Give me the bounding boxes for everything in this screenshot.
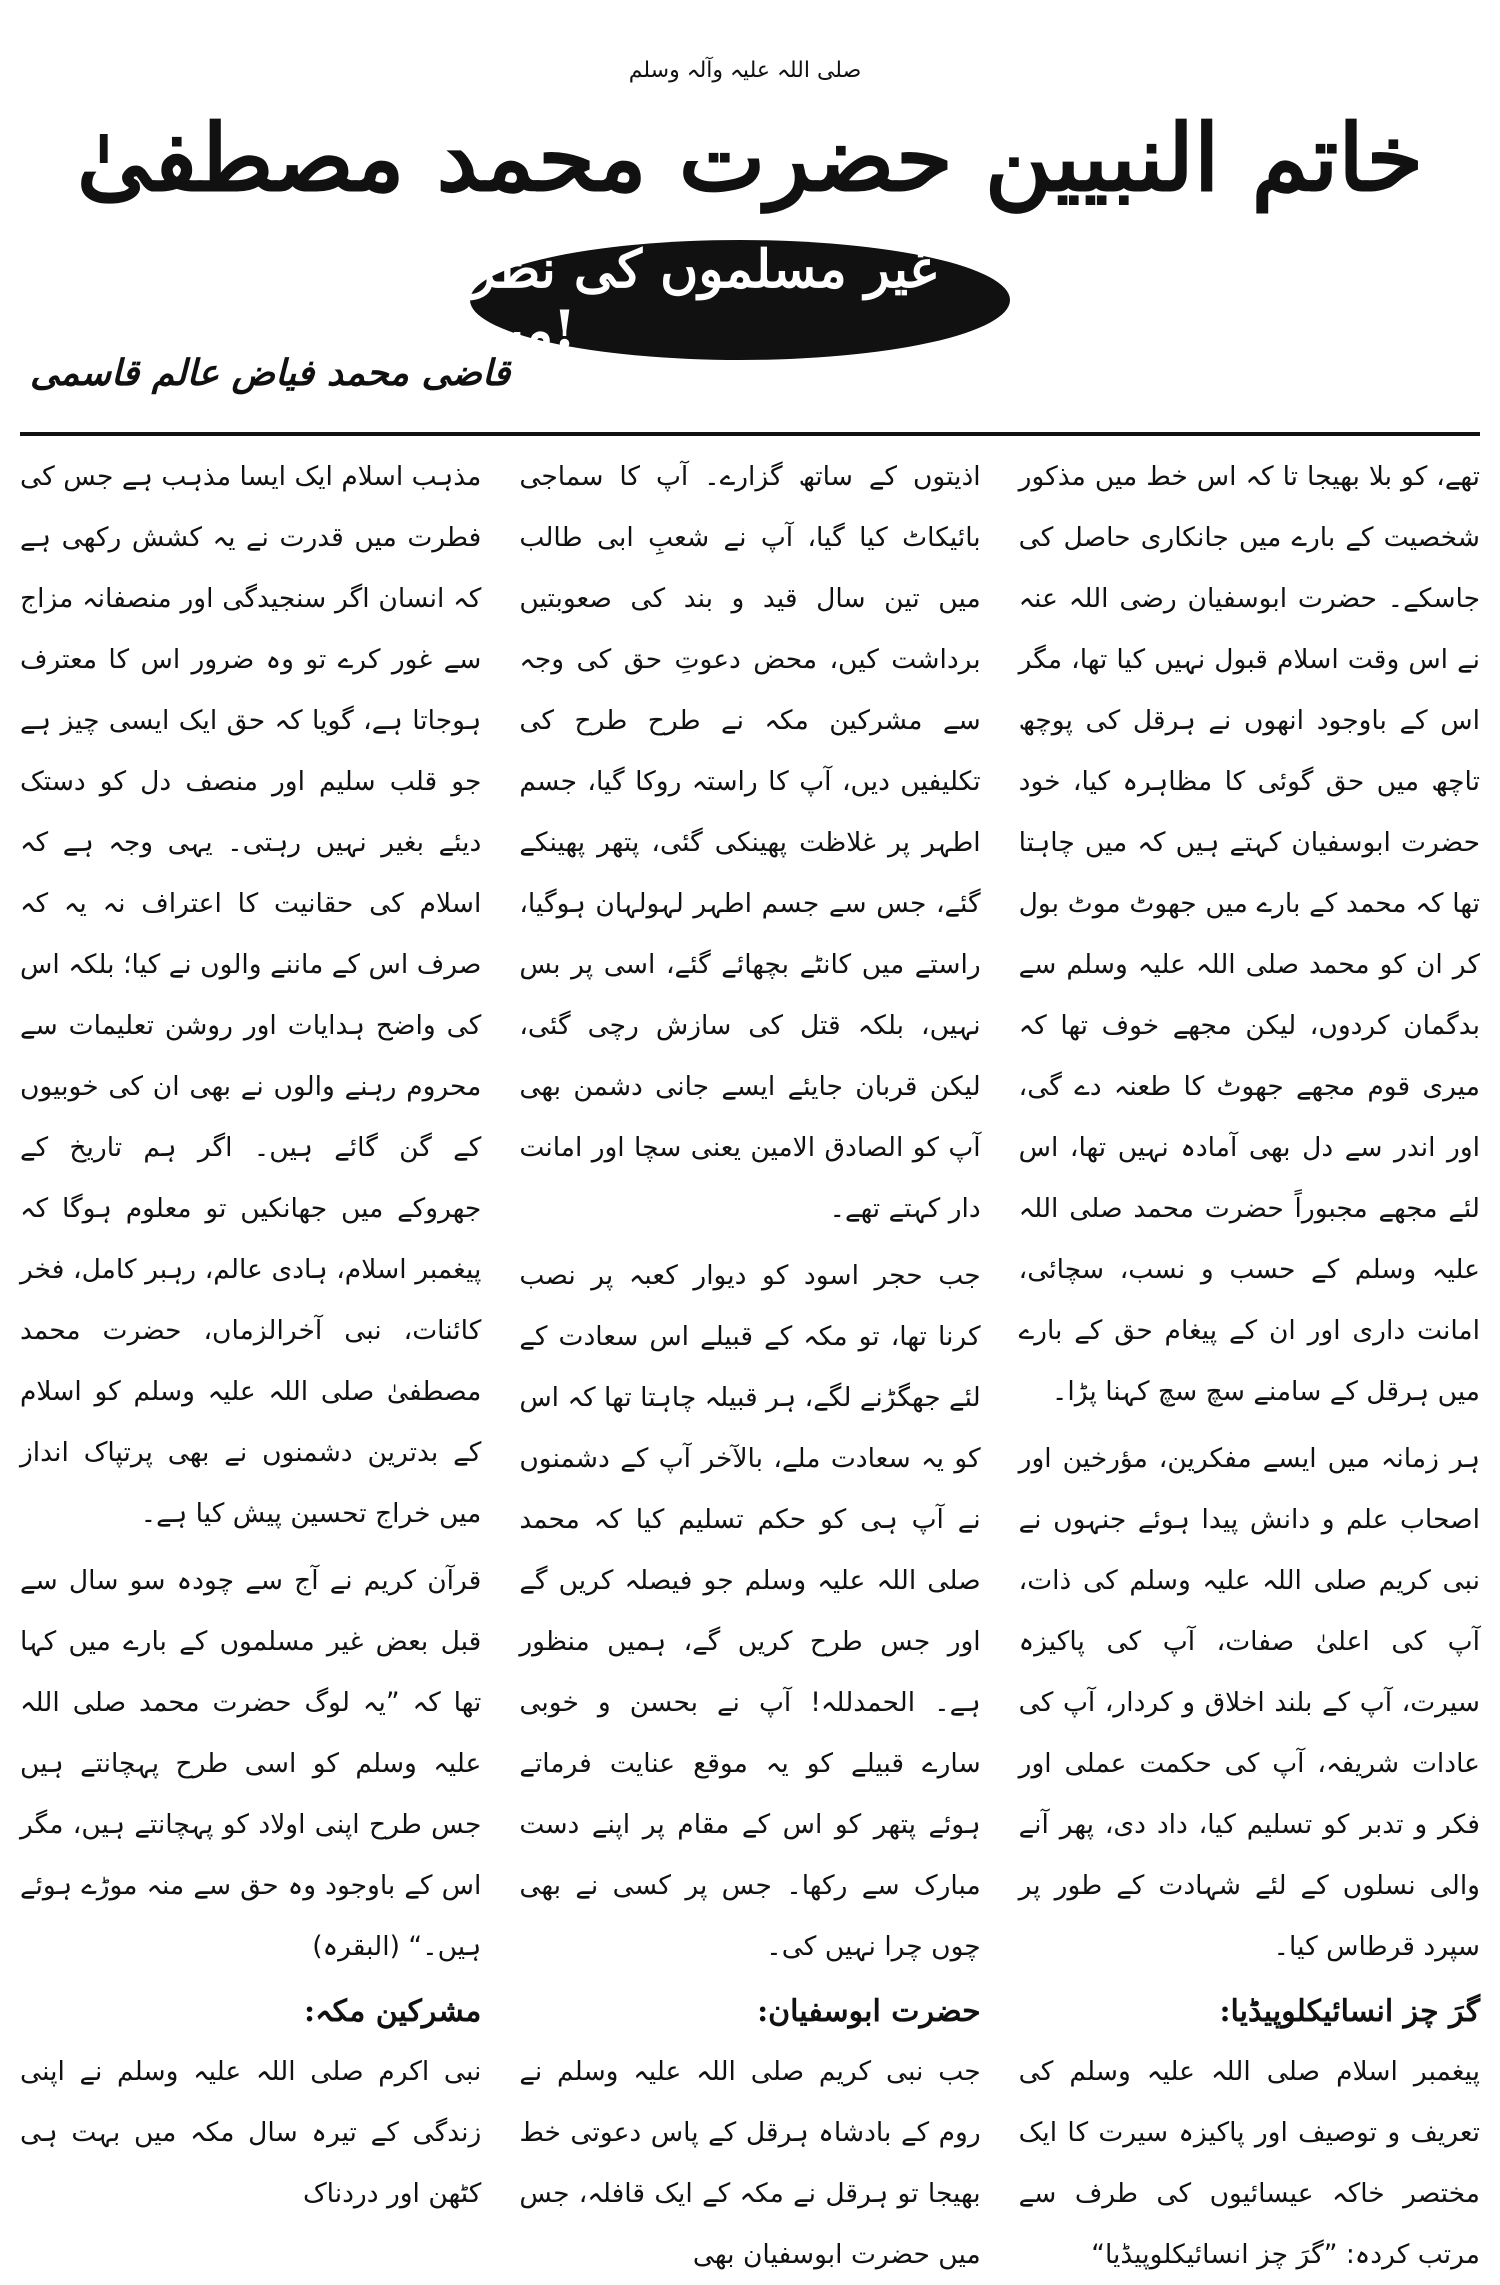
header-rule (20, 432, 1480, 436)
column-middle (519, 446, 981, 2270)
paragraph: نبی اکرم صلی اللہ علیہ وسلم نے اپنی زندگی کے تیرہ سال مکہ میں بہت ہی کٹھن اور دردناک (20, 2056, 482, 2209)
subtitle: غیر مسلموں کی نظر میں! (470, 239, 937, 361)
author-byline: قاضی محمد فیاض عالم قاسمی (30, 352, 511, 394)
column-left (1018, 446, 1480, 2270)
paragraph: پیغمبر اسلام صلی اللہ علیہ وسلم کی تعریف و توصیف اور پاکیزہ سیرت کا ایک مختصر خاکہ عیسائیوں کی طرف سے مرتب کردہ: ”گرَ چز انسائیکلوپیڈیا“ (1018, 2056, 1480, 2270)
paragraph: جب حجر اسود کو دیوار کعبہ پر نصب کرنا تھا، تو مکہ کے قبیلے اس سعادت کے لئے جھگڑنے لگے، ہر قبیلہ چاہتا تھا کہ اس کو یہ سعادت ملے، بالآخر آپ کے دشمنوں نے آپ ہی کو حکم تسلیم کیا کہ محمد صلی اللہ علیہ وسلم جو فیصلہ کریں گے اور جس طرح کریں گے، ہمیں منظور ہے۔ الحمدللہ! آپ نے بحسن و خوبی سارے قبیلے کو یہ موقع عنایت فرماتے ہوئے پتھر کو اس کے مقام پر اپنے دست مبارک سے رکھا۔ جس پر کسی نے بھی چوں چرا نہیں کی۔ (519, 1260, 981, 1962)
subtitle-oval (470, 240, 1010, 360)
section-heading: گرَ چز انسائیکلوپیڈیا: (1219, 1994, 1480, 2029)
section-heading: حضرت ابوسفیان: (757, 1994, 981, 2029)
title-block (0, 40, 1500, 233)
column-right (20, 446, 482, 2209)
paragraph: قرآن کریم نے آج سے چودہ سو سال سے قبل بعض غیر مسلموں کے بارے میں کہا تھا کہ ”یہ لوگ حضرت محمد صلی اللہ علیہ وسلم کو اسی طرح پہچانتے ہیں جس طرح اپنی اولاد کو پہچانتے ہیں، مگر اس کے باوجود وہ حق سے منہ موڑے ہوئے ہیں۔“ (البقرہ) (20, 1565, 482, 1962)
paragraph: اذیتوں کے ساتھ گزارے۔ آپ کا سماجی بائیکاٹ کیا گیا، آپ نے شعبِ ابی طالب میں تین سال قید و بند کی صعوبتیں برداشت کیں، محض دعوتِ حق کی وجہ سے مشرکین مکہ نے طرح طرح کی تکلیفیں دیں، آپ کا راستہ روکا گیا، جسم اطہر پر غلاظت پھینکی گئی، پتھر پھینکے گئے، جس سے جسم اطہر لہولہان ہوگیا، راستے میں کانٹے بچھائے گئے، اسی پر بس نہیں، بلکہ قتل کی سازش رچی گئی، لیکن قربان جایئے ایسے جانی دشمن بھی آپ کو الصادق الامین یعنی سچا اور امانت دار کہتے تھے۔ (519, 461, 981, 1224)
page-title: خاتم النبیین حضرت محمد مصطفیٰ (76, 104, 1424, 212)
paragraph: مذہب اسلام ایک ایسا مذہب ہے جس کی فطرت میں قدرت نے یہ کشش رکھی ہے کہ انسان اگر سنجیدگی اور منصفانہ مزاج سے غور کرے تو وہ ضرور اس کا معترف ہوجاتا ہے، گویا کہ حق ایک ایسی چیز ہے جو قلب سلیم اور منصف دل کو دستک دیئے بغیر نہیں رہتی۔ یہی وجہ ہے کہ اسلام کی حقانیت کا اعتراف نہ یہ کہ صرف اس کے ماننے والوں نے کیا؛ بلکہ اس کی واضح ہدایات اور روشن تعلیمات سے محروم رہنے والوں نے بھی ان کی خوبیوں کے گن گائے ہیں۔ اگر ہم تاریخ کے جھروکے میں جھانکیں تو معلوم ہوگا کہ پیغمبر اسلام، ہادی عالم، رہبر کامل، فخر کائنات، نبی آخرالزماں، حضرت محمد مصطفیٰ صلی اللہ علیہ وسلم کو اسلام کے بدترین دشمنوں نے بھی پرتپاک انداز میں خراج تحسین پیش کیا ہے۔ (20, 461, 482, 1529)
section-heading: مشرکین مکہ: (304, 1994, 482, 2029)
paragraph: ہر زمانہ میں ایسے مفکرین، مؤرخین اور اصحاب علم و دانش پیدا ہوئے جنہوں نے نبی کریم صلی اللہ علیہ وسلم کی ذات، آپ کی اعلیٰ صفات، آپ کی پاکیزہ سیرت، آپ کے بلند اخلاق و کردار، آپ کی عادات شریفہ، آپ کی حکمت عملی اور فکر و تدبر کو تسلیم کیا، داد دی، پھر آنے والی نسلوں کے لئے شہادت کے طور پر سپرد قرطاس کیا۔ (1018, 1443, 1480, 1962)
paragraph: جب نبی کریم صلی اللہ علیہ وسلم نے روم کے بادشاہ ہرقل کے پاس دعوتی خط بھیجا تو ہرقل نے مکہ کے ایک قافلہ، جس میں حضرت ابوسفیان بھی (519, 2056, 981, 2270)
article-columns (20, 446, 1480, 2270)
honorific-mark: صلی اللہ علیہ وآلہ وسلم (628, 58, 862, 83)
paragraph: تھے، کو بلا بھیجا تا کہ اس خط میں مذکور شخصیت کے بارے میں جانکاری حاصل کی جاسکے۔ حضرت ابوسفیان رضی اللہ عنہ نے اس وقت اسلام قبول نہیں کیا تھا، مگر اس کے باوجود انھوں نے ہرقل کی پوچھ تاچھ میں حق گوئی کا مظاہرہ کیا، خود حضرت ابوسفیان کہتے ہیں کہ میں چاہتا تھا کہ محمد کے بارے میں جھوٹ موٹ بول کر ان کو محمد صلی اللہ علیہ وسلم سے بدگمان کردوں، لیکن مجھے خوف تھا کہ میری قوم مجھے جھوٹ کا طعنہ دے گی، اور اندر سے دل بھی آمادہ نہیں تھا، اس لئے مجھے مجبوراً حضرت محمد صلی اللہ علیہ وسلم کے حسب و نسب، سچائی، امانت داری اور ان کے پیغام حق کے بارے میں ہرقل کے سامنے سچ سچ کہنا پڑا۔ (1018, 461, 1480, 1407)
